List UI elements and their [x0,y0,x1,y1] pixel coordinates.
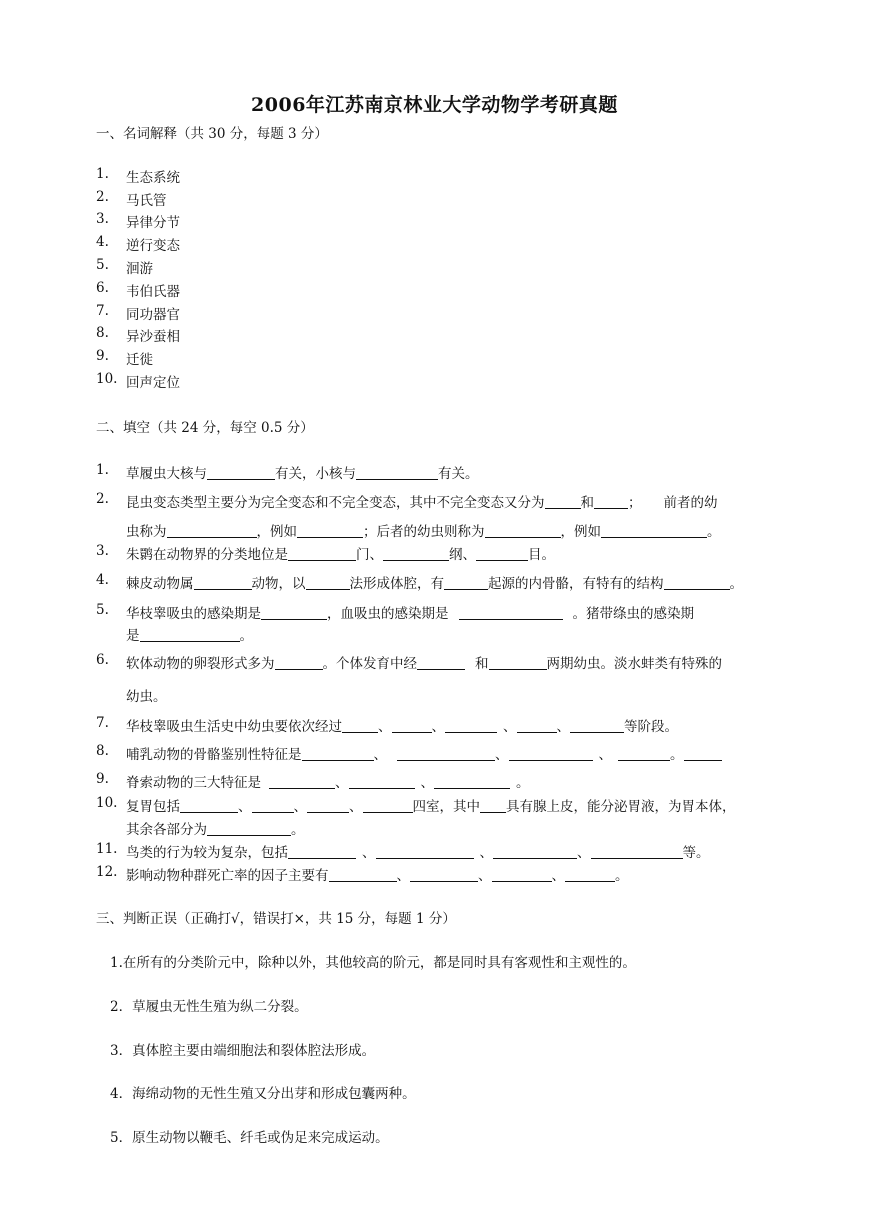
text-segment: 、 [362,845,376,861]
item-term: 回声定位 [126,375,180,391]
answer-blank[interactable] [363,798,413,813]
text-segment: 、 [396,868,410,884]
answer-blank[interactable] [684,746,722,761]
list-item [0,371,869,391]
answer-blank[interactable] [594,494,628,509]
text-segment: 门、 [356,547,383,563]
text-segment: 、 [293,799,307,815]
answer-blank[interactable] [509,746,593,761]
page-title: 2006年江苏南京林业大学动物学考研真题 [251,94,618,116]
text-segment: 、 [495,747,509,763]
answer-blank[interactable] [194,575,252,590]
question-text-cont [126,624,253,644]
text-segment: 目。 [528,547,555,563]
fill-question-5 [0,602,869,646]
question-number: 2. [96,491,109,507]
section3-heading: 三、判断正误（正确打√，错误打×，共 15 分，每题 1 分） [96,911,456,927]
text-segment: 等阶段。 [624,719,678,735]
fill-question-2 [0,491,869,541]
text-segment: 华枝睾吸虫生活史中幼虫要依次经过 [126,719,342,735]
text-segment: 和 [580,495,594,511]
fill-question-7 [0,715,869,735]
item-number: 9. [96,348,109,364]
question-text [126,572,743,592]
question-text [126,864,629,884]
answer-blank[interactable] [261,605,327,620]
text-segment: 影响动物种群死亡率的因子主要有 [126,868,329,884]
answer-blank[interactable] [545,494,581,509]
question-text [126,715,678,735]
answer-blank[interactable] [349,774,415,789]
answer-blank[interactable] [397,746,495,761]
answer-blank[interactable] [664,575,730,590]
item-term: 生态系统 [126,170,180,186]
judge-item: 1.在所有的分类阶元中，除种以外，其他较高的阶元，都是同时具有客观性和主观性的。 [110,955,636,971]
item-number: 1. [96,166,109,182]
question-number: 8. [96,743,109,759]
text-segment: 。个体发育中经 [322,656,417,672]
question-text [126,543,555,563]
list-item [0,257,869,277]
text-segment: 具有腺上皮，能分泌胃液，为胃本体， [506,799,736,815]
answer-blank[interactable] [489,655,547,670]
list-item [0,348,869,368]
question-text [126,841,710,861]
answer-blank[interactable] [591,844,683,859]
item-number: 2. [96,189,109,205]
answer-blank[interactable] [618,746,670,761]
text-segment: 、 [349,799,363,815]
answer-blank[interactable] [565,867,615,882]
answer-blank[interactable] [493,844,577,859]
text-segment: 。 [707,524,721,540]
item-number: 10. [96,371,118,387]
text-segment: 脊索动物的三大特征是 [126,775,261,791]
question-number: 11. [96,841,118,857]
text-segment: 。 [239,628,253,644]
answer-blank[interactable] [517,718,557,733]
question-number: 9. [96,771,109,787]
answer-blank[interactable] [275,655,323,670]
list-item [0,211,869,231]
text-segment: 。 [615,868,629,884]
answer-blank[interactable] [288,546,356,561]
text-segment: 、 [556,719,570,735]
answer-blank[interactable] [492,867,552,882]
answer-blank[interactable] [376,844,474,859]
fill-question-10 [0,795,869,839]
fill-question-11 [0,841,869,861]
text-segment: 四室，其中 [412,799,480,815]
answer-blank[interactable] [485,523,561,538]
question-number: 5. [96,602,109,618]
answer-blank[interactable] [297,523,363,538]
text-segment: 。 [516,775,530,791]
text-segment: 。 [729,576,743,592]
text-segment: 、 [598,747,612,763]
text-segment: 。猪带绦虫的感染期 [572,606,694,622]
text-segment: 昆虫变态类型主要分为完全变态和不完全变态，其中不完全变态又分为 [126,495,545,511]
fill-question-3 [0,543,869,563]
item-number: 8. [96,325,109,341]
item-term: 同功器官 [126,307,180,323]
answer-blank[interactable] [306,575,350,590]
text-segment: 、 [479,845,493,861]
answer-blank[interactable] [601,523,707,538]
judge-item: 2．草履虫无性生殖为纵二分裂。 [110,999,308,1015]
answer-blank[interactable] [480,798,506,813]
question-text [126,771,530,791]
question-number: 12. [96,864,118,880]
answer-blank[interactable] [167,523,257,538]
question-number: 10. [96,795,118,811]
fill-question-4 [0,572,869,592]
answer-blank[interactable] [329,867,397,882]
text-segment: 朱鹮在动物界的分类地位是 [126,547,288,563]
question-text-cont [126,818,305,838]
answer-blank[interactable] [269,774,335,789]
answer-blank[interactable] [445,718,497,733]
question-number: 6. [96,652,109,668]
judge-item: 4．海绵动物的无性生殖又分出芽和形成包囊两种。 [110,1086,416,1102]
item-number: 4. [96,234,109,250]
text-segment: ，例如 [256,524,297,540]
text-segment: 、 [238,799,252,815]
answer-blank[interactable] [434,774,510,789]
answer-blank[interactable] [207,465,275,480]
list-item [0,325,869,345]
answer-blank[interactable] [383,546,449,561]
text-segment: 鸟类的行为较为复杂，包括 [126,845,288,861]
item-term: 迁徙 [126,352,153,368]
text-segment: ，例如 [560,524,601,540]
question-text [126,602,694,622]
question-number: 1. [96,462,109,478]
answer-blank[interactable] [444,575,488,590]
answer-blank[interactable] [207,821,291,836]
question-number: 7. [96,715,109,731]
answer-blank[interactable] [288,844,356,859]
question-number: 3. [96,543,109,559]
item-term: 异沙蚕相 [126,329,180,345]
answer-blank[interactable] [252,798,294,813]
judge-item: 3．真体腔主要由端细胞法和裂体腔法形成。 [110,1043,376,1059]
item-number: 3. [96,211,109,227]
question-text-cont [126,520,721,540]
section2-heading: 二、填空（共 24 分，每空 0.5 分） [96,420,314,436]
text-segment: 有关，小核与 [275,466,356,482]
item-term: 韦伯氏器 [126,284,180,300]
text-segment: 、 [378,719,392,735]
text-segment: ；后者的幼虫则称为 [363,524,485,540]
text-segment: ，血吸虫的感染期是 [327,606,449,622]
text-segment: 和 [475,656,489,672]
text-segment: 虫称为 [126,524,167,540]
text-segment: 是 [126,628,140,644]
question-text [126,795,736,815]
text-segment: 、 [335,775,349,791]
text-segment: 法形成体腔，有 [349,576,444,592]
item-number: 5. [96,257,109,273]
question-text [126,743,722,763]
item-term: 马氏管 [126,193,167,209]
text-segment: 有关。 [438,466,479,482]
item-number: 7. [96,303,109,319]
answer-blank[interactable] [417,655,465,670]
section1-heading: 一、名词解释（共 30 分，每题 3 分） [96,126,328,142]
answer-blank[interactable] [342,718,378,733]
list-item [0,234,869,254]
text-segment: 动物，以 [251,576,306,592]
fill-question-1 [0,462,869,482]
text-segment: 哺乳动物的骨骼鉴别性特征是 [126,747,302,763]
fill-question-6 [0,652,869,705]
answer-blank[interactable] [140,627,240,642]
text-segment: 纲、 [449,547,476,563]
text-segment: 、 [503,719,517,735]
text-segment: 、 [420,775,434,791]
text-segment: 其余各部分为 [126,822,207,838]
text-segment: 两期幼虫。淡水蚌类有特殊的 [546,656,722,672]
list-item [0,280,869,300]
answer-blank[interactable] [459,605,563,620]
text-segment: 、 [577,845,591,861]
item-number: 6. [96,280,109,296]
answer-blank[interactable] [476,546,528,561]
answer-blank[interactable] [180,798,238,813]
text-segment: 、 [551,868,565,884]
text-segment: 、 [373,747,387,763]
answer-blank[interactable] [307,798,349,813]
text-segment: 。 [670,747,684,763]
list-item [0,303,869,323]
text-segment: 棘皮动物属 [126,576,194,592]
answer-blank[interactable] [410,867,478,882]
text-segment: 前者的幼 [663,495,718,511]
answer-blank[interactable] [356,465,438,480]
answer-blank[interactable] [392,718,432,733]
question-text [126,462,479,482]
fill-question-9 [0,771,869,791]
item-term: 异律分节 [126,215,180,231]
text-segment: 复胃包括 [126,799,180,815]
text-segment: 起源的内骨骼，有特有的结构 [488,576,664,592]
list-item [0,189,869,209]
item-term: 洄游 [126,261,153,277]
fill-question-12 [0,864,869,884]
question-text [126,491,718,511]
text-segment: 、 [478,868,492,884]
list-item [0,166,869,186]
question-number: 4. [96,572,109,588]
item-term: 逆行变态 [126,238,180,254]
text-segment: 。 [291,822,305,838]
question-text-cont: 幼虫。 [126,689,167,705]
text-segment: 等。 [682,845,710,861]
text-segment: 华枝睾吸虫的感染期是 [126,606,261,622]
text-segment: ； [628,495,642,511]
text-segment: 、 [431,719,445,735]
text-segment: 草履虫大核与 [126,466,207,482]
text-segment: 软体动物的卵裂形式多为 [126,656,275,672]
fill-question-8 [0,743,869,763]
answer-blank[interactable] [302,746,374,761]
question-text [126,652,722,672]
answer-blank[interactable] [570,718,624,733]
judge-item: 5．原生动物以鞭毛、纤毛或伪足来完成运动。 [110,1130,389,1146]
